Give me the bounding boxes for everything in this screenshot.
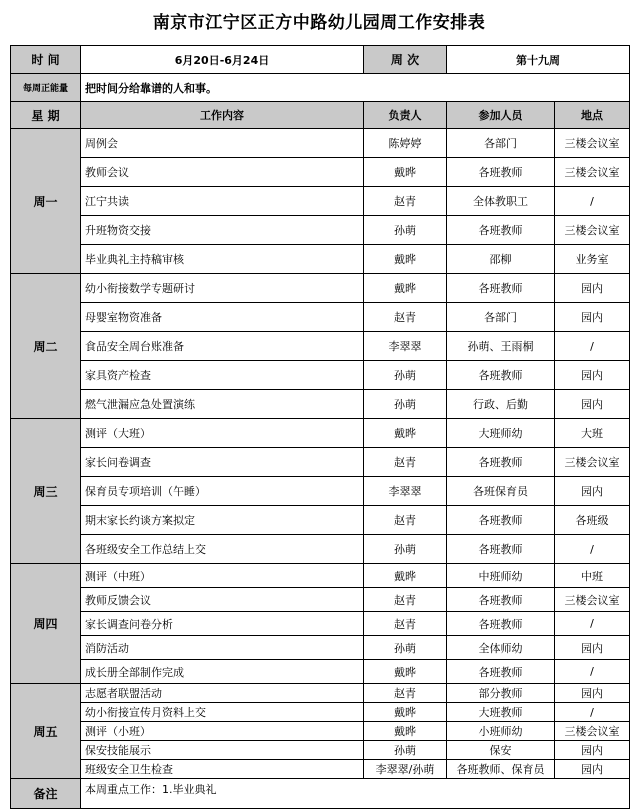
task-place: 园内 — [555, 390, 630, 419]
task-content: 测评（中班） — [81, 564, 364, 588]
table-row — [11, 245, 630, 274]
task-content: 家具资产检查 — [81, 361, 364, 390]
task-content: 班级安全卫生检查 — [81, 760, 364, 779]
task-participants: 各部门 — [447, 303, 555, 332]
task-place: 三楼会议室 — [555, 448, 630, 477]
task-content: 成长册全部制作完成 — [81, 660, 364, 684]
day-cell: 周四 — [11, 564, 81, 684]
task-participants: 大班教师 — [447, 703, 555, 722]
table-row — [11, 448, 630, 477]
task-lead: 孙萌 — [364, 741, 447, 760]
task-participants: 各班教师 — [447, 612, 555, 636]
task-participants: 各班教师、保育员 — [447, 760, 555, 779]
col-day: 星 期 — [11, 102, 81, 129]
table-row — [11, 722, 630, 741]
task-content: 测评（大班） — [81, 419, 364, 448]
task-content: 志愿者联盟活动 — [81, 684, 364, 703]
task-content: 食品安全周台账准备 — [81, 332, 364, 361]
table-row — [11, 506, 630, 535]
task-content: 保育员专项培训（午睡） — [81, 477, 364, 506]
task-place: 三楼会议室 — [555, 588, 630, 612]
task-place: 三楼会议室 — [555, 129, 630, 158]
table-row — [11, 588, 630, 612]
table-row — [11, 564, 630, 588]
time-label: 时 间 — [11, 46, 81, 74]
task-place: 园内 — [555, 741, 630, 760]
task-lead: 孙萌 — [364, 390, 447, 419]
task-participants: 中班师幼 — [447, 564, 555, 588]
task-lead: 赵青 — [364, 187, 447, 216]
time-row — [11, 46, 630, 74]
table-row — [11, 187, 630, 216]
remarks-label: 备注 — [11, 779, 81, 809]
task-participants: 各班教师 — [447, 588, 555, 612]
week-value: 第十九周 — [447, 46, 630, 74]
table-row — [11, 303, 630, 332]
col-content: 工作内容 — [81, 102, 364, 129]
task-content: 教师会议 — [81, 158, 364, 187]
task-lead: 孙萌 — [364, 361, 447, 390]
day-cell: 周三 — [11, 419, 81, 564]
task-place: 园内 — [555, 303, 630, 332]
task-place: 各班级 — [555, 506, 630, 535]
time-value: 6月20日-6月24日 — [81, 46, 364, 74]
remarks-row — [11, 779, 630, 809]
table-row — [11, 274, 630, 303]
task-lead: 赵青 — [364, 303, 447, 332]
task-place: 三楼会议室 — [555, 158, 630, 187]
task-place: 业务室 — [555, 245, 630, 274]
task-lead: 戴晔 — [364, 564, 447, 588]
motto-label: 每周正能量 — [11, 74, 81, 102]
remarks-value: 本周重点工作：1.毕业典礼 — [81, 779, 630, 809]
table-row — [11, 741, 630, 760]
task-place: 三楼会议室 — [555, 722, 630, 741]
task-participants: 各部门 — [447, 129, 555, 158]
task-participants: 邵柳 — [447, 245, 555, 274]
task-content: 家长调查问卷分析 — [81, 612, 364, 636]
task-lead: 戴晔 — [364, 722, 447, 741]
day-cell: 周五 — [11, 684, 81, 779]
week-label: 周 次 — [364, 46, 447, 74]
task-content: 家长问卷调查 — [81, 448, 364, 477]
task-content: 幼小衔接宣传月资料上交 — [81, 703, 364, 722]
task-content: 江宁共读 — [81, 187, 364, 216]
task-place: / — [555, 703, 630, 722]
task-content: 幼小衔接数学专题研讨 — [81, 274, 364, 303]
col-place: 地点 — [555, 102, 630, 129]
schedule-table — [10, 45, 630, 809]
task-lead: 戴晔 — [364, 660, 447, 684]
task-lead: 赵青 — [364, 612, 447, 636]
table-row — [11, 684, 630, 703]
table-row — [11, 216, 630, 245]
task-participants: 大班师幼 — [447, 419, 555, 448]
task-place: / — [555, 660, 630, 684]
table-row — [11, 703, 630, 722]
task-participants: 各班教师 — [447, 216, 555, 245]
task-content: 消防活动 — [81, 636, 364, 660]
task-lead: 孙萌 — [364, 535, 447, 564]
task-place: 园内 — [555, 361, 630, 390]
table-row — [11, 390, 630, 419]
task-lead: 赵青 — [364, 506, 447, 535]
task-participants: 各班教师 — [447, 506, 555, 535]
table-row — [11, 129, 630, 158]
col-participants: 参加人员 — [447, 102, 555, 129]
table-row — [11, 612, 630, 636]
task-participants: 各班教师 — [447, 274, 555, 303]
task-place: 园内 — [555, 274, 630, 303]
task-content: 毕业典礼主持稿审核 — [81, 245, 364, 274]
table-row — [11, 636, 630, 660]
task-participants: 各班教师 — [447, 448, 555, 477]
task-content: 各班级安全工作总结上交 — [81, 535, 364, 564]
task-participants: 小班师幼 — [447, 722, 555, 741]
table-row — [11, 760, 630, 779]
task-content: 测评（小班） — [81, 722, 364, 741]
task-content: 母婴室物资准备 — [81, 303, 364, 332]
page-title: 南京市江宁区正方中路幼儿园周工作安排表 — [152, 13, 486, 33]
task-lead: 赵青 — [364, 448, 447, 477]
motto-value: 把时间分给靠谱的人和事。 — [81, 74, 630, 102]
task-participants: 各班教师 — [447, 158, 555, 187]
task-place: 大班 — [555, 419, 630, 448]
task-place: 中班 — [555, 564, 630, 588]
table-row — [11, 361, 630, 390]
day-cell: 周一 — [11, 129, 81, 274]
task-place: 园内 — [555, 636, 630, 660]
task-place: / — [555, 612, 630, 636]
task-lead: 戴晔 — [364, 419, 447, 448]
task-place: 三楼会议室 — [555, 216, 630, 245]
task-lead: 陈婷婷 — [364, 129, 447, 158]
column-header-row — [11, 102, 630, 129]
task-participants: 行政、后勤 — [447, 390, 555, 419]
task-participants: 各班教师 — [447, 535, 555, 564]
task-place: 园内 — [555, 760, 630, 779]
task-place: / — [555, 535, 630, 564]
task-place: 园内 — [555, 684, 630, 703]
task-place: 园内 — [555, 477, 630, 506]
task-lead: 李翠翠 — [364, 477, 447, 506]
task-participants: 部分教师 — [447, 684, 555, 703]
motto-row — [11, 74, 630, 102]
task-lead: 赵青 — [364, 684, 447, 703]
task-lead: 戴晔 — [364, 158, 447, 187]
task-lead: 孙萌 — [364, 636, 447, 660]
task-content: 燃气泄漏应急处置演练 — [81, 390, 364, 419]
task-lead: 李翠翠 — [364, 332, 447, 361]
task-participants: 各班教师 — [447, 660, 555, 684]
task-content: 教师反馈会议 — [81, 588, 364, 612]
task-participants: 孙萌、王雨桐 — [447, 332, 555, 361]
task-content: 升班物资交接 — [81, 216, 364, 245]
table-row — [11, 158, 630, 187]
task-lead: 戴晔 — [364, 703, 447, 722]
table-row — [11, 477, 630, 506]
task-content: 周例会 — [81, 129, 364, 158]
task-lead: 戴晔 — [364, 245, 447, 274]
table-row — [11, 419, 630, 448]
task-content: 期末家长约谈方案拟定 — [81, 506, 364, 535]
task-lead: 戴晔 — [364, 274, 447, 303]
task-lead: 孙萌 — [364, 216, 447, 245]
task-participants: 全体教职工 — [447, 187, 555, 216]
col-lead: 负责人 — [364, 102, 447, 129]
task-lead: 李翠翠/孙萌 — [364, 760, 447, 779]
task-participants: 各班保育员 — [447, 477, 555, 506]
table-row — [11, 660, 630, 684]
task-participants: 保安 — [447, 741, 555, 760]
table-row — [11, 332, 630, 361]
task-lead: 赵青 — [364, 588, 447, 612]
day-cell: 周二 — [11, 274, 81, 419]
task-participants: 各班教师 — [447, 361, 555, 390]
task-place: / — [555, 187, 630, 216]
task-participants: 全体师幼 — [447, 636, 555, 660]
task-content: 保安技能展示 — [81, 741, 364, 760]
table-row — [11, 535, 630, 564]
task-place: / — [555, 332, 630, 361]
